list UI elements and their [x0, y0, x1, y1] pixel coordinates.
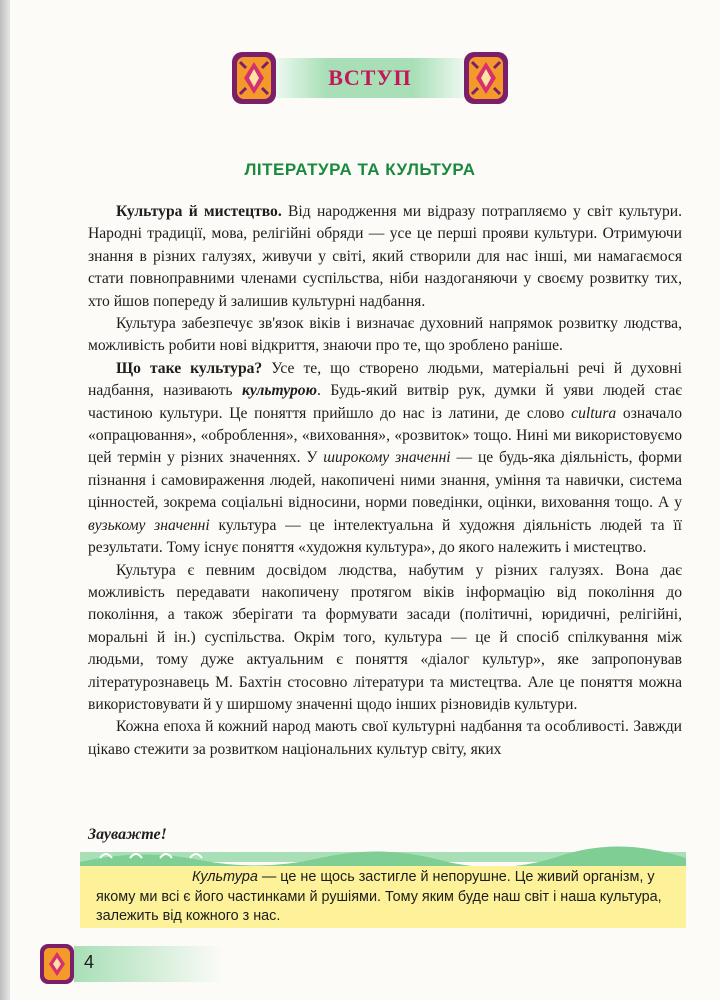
paragraph: Культура забезпечує зв'язок віків і визначає духовний напрямок розвитку людства, можливість робити нові відкриття, знаючи про те, що зроблено раніше.: [88, 315, 682, 355]
term-italic: широкому значенні: [323, 449, 451, 467]
chapter-title: ВСТУП: [328, 65, 412, 90]
paragraph-text: Усе те, що створено людьми, матеріальні речі й духовні надбання, називають: [88, 359, 682, 400]
note-text: [96, 868, 676, 927]
paragraph-lead: Культура й мистецтво.: [116, 203, 282, 220]
paragraph-text: — це будь-яка діяльність, форми пізнання і самовираження людей, накопичені ними знання, уміння та навички, система цінностей, зокрема соціальні відносини, норми поведінки, оцінки, виховання тощо. А у: [88, 449, 683, 512]
paragraph-lead: Що таке культура?: [116, 359, 263, 377]
folk-ornament-icon: [464, 52, 508, 104]
note-term: Культура: [192, 869, 258, 885]
body-text: [88, 201, 682, 761]
folk-ornament-icon: [40, 944, 74, 984]
note-decoration: [80, 846, 686, 866]
paragraph-text: Від народження ми відразу потрапляємо у світ культури. Народні традиції, мова, релігійні обряди — усе це перші прояви культури. Отримуючи знання в різних галузях, живучи у світі, який створили для нас інші, ми намагаємося стати повноправними членами суспільства, ніби наздоганяючи у своєму розвитку тих, хто йшов попереду й залишив культурні надбання.: [88, 203, 682, 310]
paragraph-text: означало «опрацювання», «оброблення», «виховання», «розвиток» тощо. Нині ми використовуємо цей термін у різних значеннях. У: [88, 404, 682, 467]
footer-bar: [74, 946, 224, 982]
paragraph: Культура є певним досвідом людства, набутим у різних галузях. Вона дає можливість передавати накопичену протягом віків інформацію від покоління до покоління, а також зберігати та формувати засади (політичні, юридичні, релігійні, моральні й ін.) суспільства. Окрім того, культура — це й спосіб спілкування між людьми, тому дуже актуальним є поняття «діалог культур», яке запропонував літературознавець М. Бахтін стосовно літератури та мистецтва. Але це поняття можна використовувати й у ширшому значенні щодо інших різновидів культури.: [88, 561, 682, 713]
page-number: 4: [84, 952, 95, 972]
note-heading: Зауважте!: [88, 826, 167, 843]
section-title: ЛІТЕРАТУРА ТА КУЛЬТУРА: [244, 160, 476, 179]
paragraph: [88, 358, 682, 560]
term-italic: вузькому значенні: [88, 516, 210, 534]
chapter-banner: [232, 52, 508, 104]
page-edge-shadow: [0, 0, 10, 1000]
paragraph-text: культура — це інтелектуальна й художня діяльність людей та її результати. Тому існує поняття «художня культура», до якого належить і мистецтво.: [88, 516, 682, 557]
paragraph: [88, 201, 682, 313]
term-highlight: культурою: [242, 382, 317, 400]
paragraph-text: . Будь-який витвір рук, думки й уяви людей стає частиною культури. Це поняття прийшло до нас із латини, де слово: [88, 382, 682, 422]
note-body: — це не щось застигле й непорушне. Це живий організм, у якому ми всі є його частинками й рушіями. Тому яким буде наш світ і наша культура, залежить від кожного з нас.: [96, 869, 662, 924]
latin-word: cultura: [571, 404, 617, 422]
paragraph: Кожна епоха й кожний народ мають свої культурні надбання та особливості. Завжди цікаво стежити за розвитком національних культур світу, яких: [88, 718, 682, 758]
